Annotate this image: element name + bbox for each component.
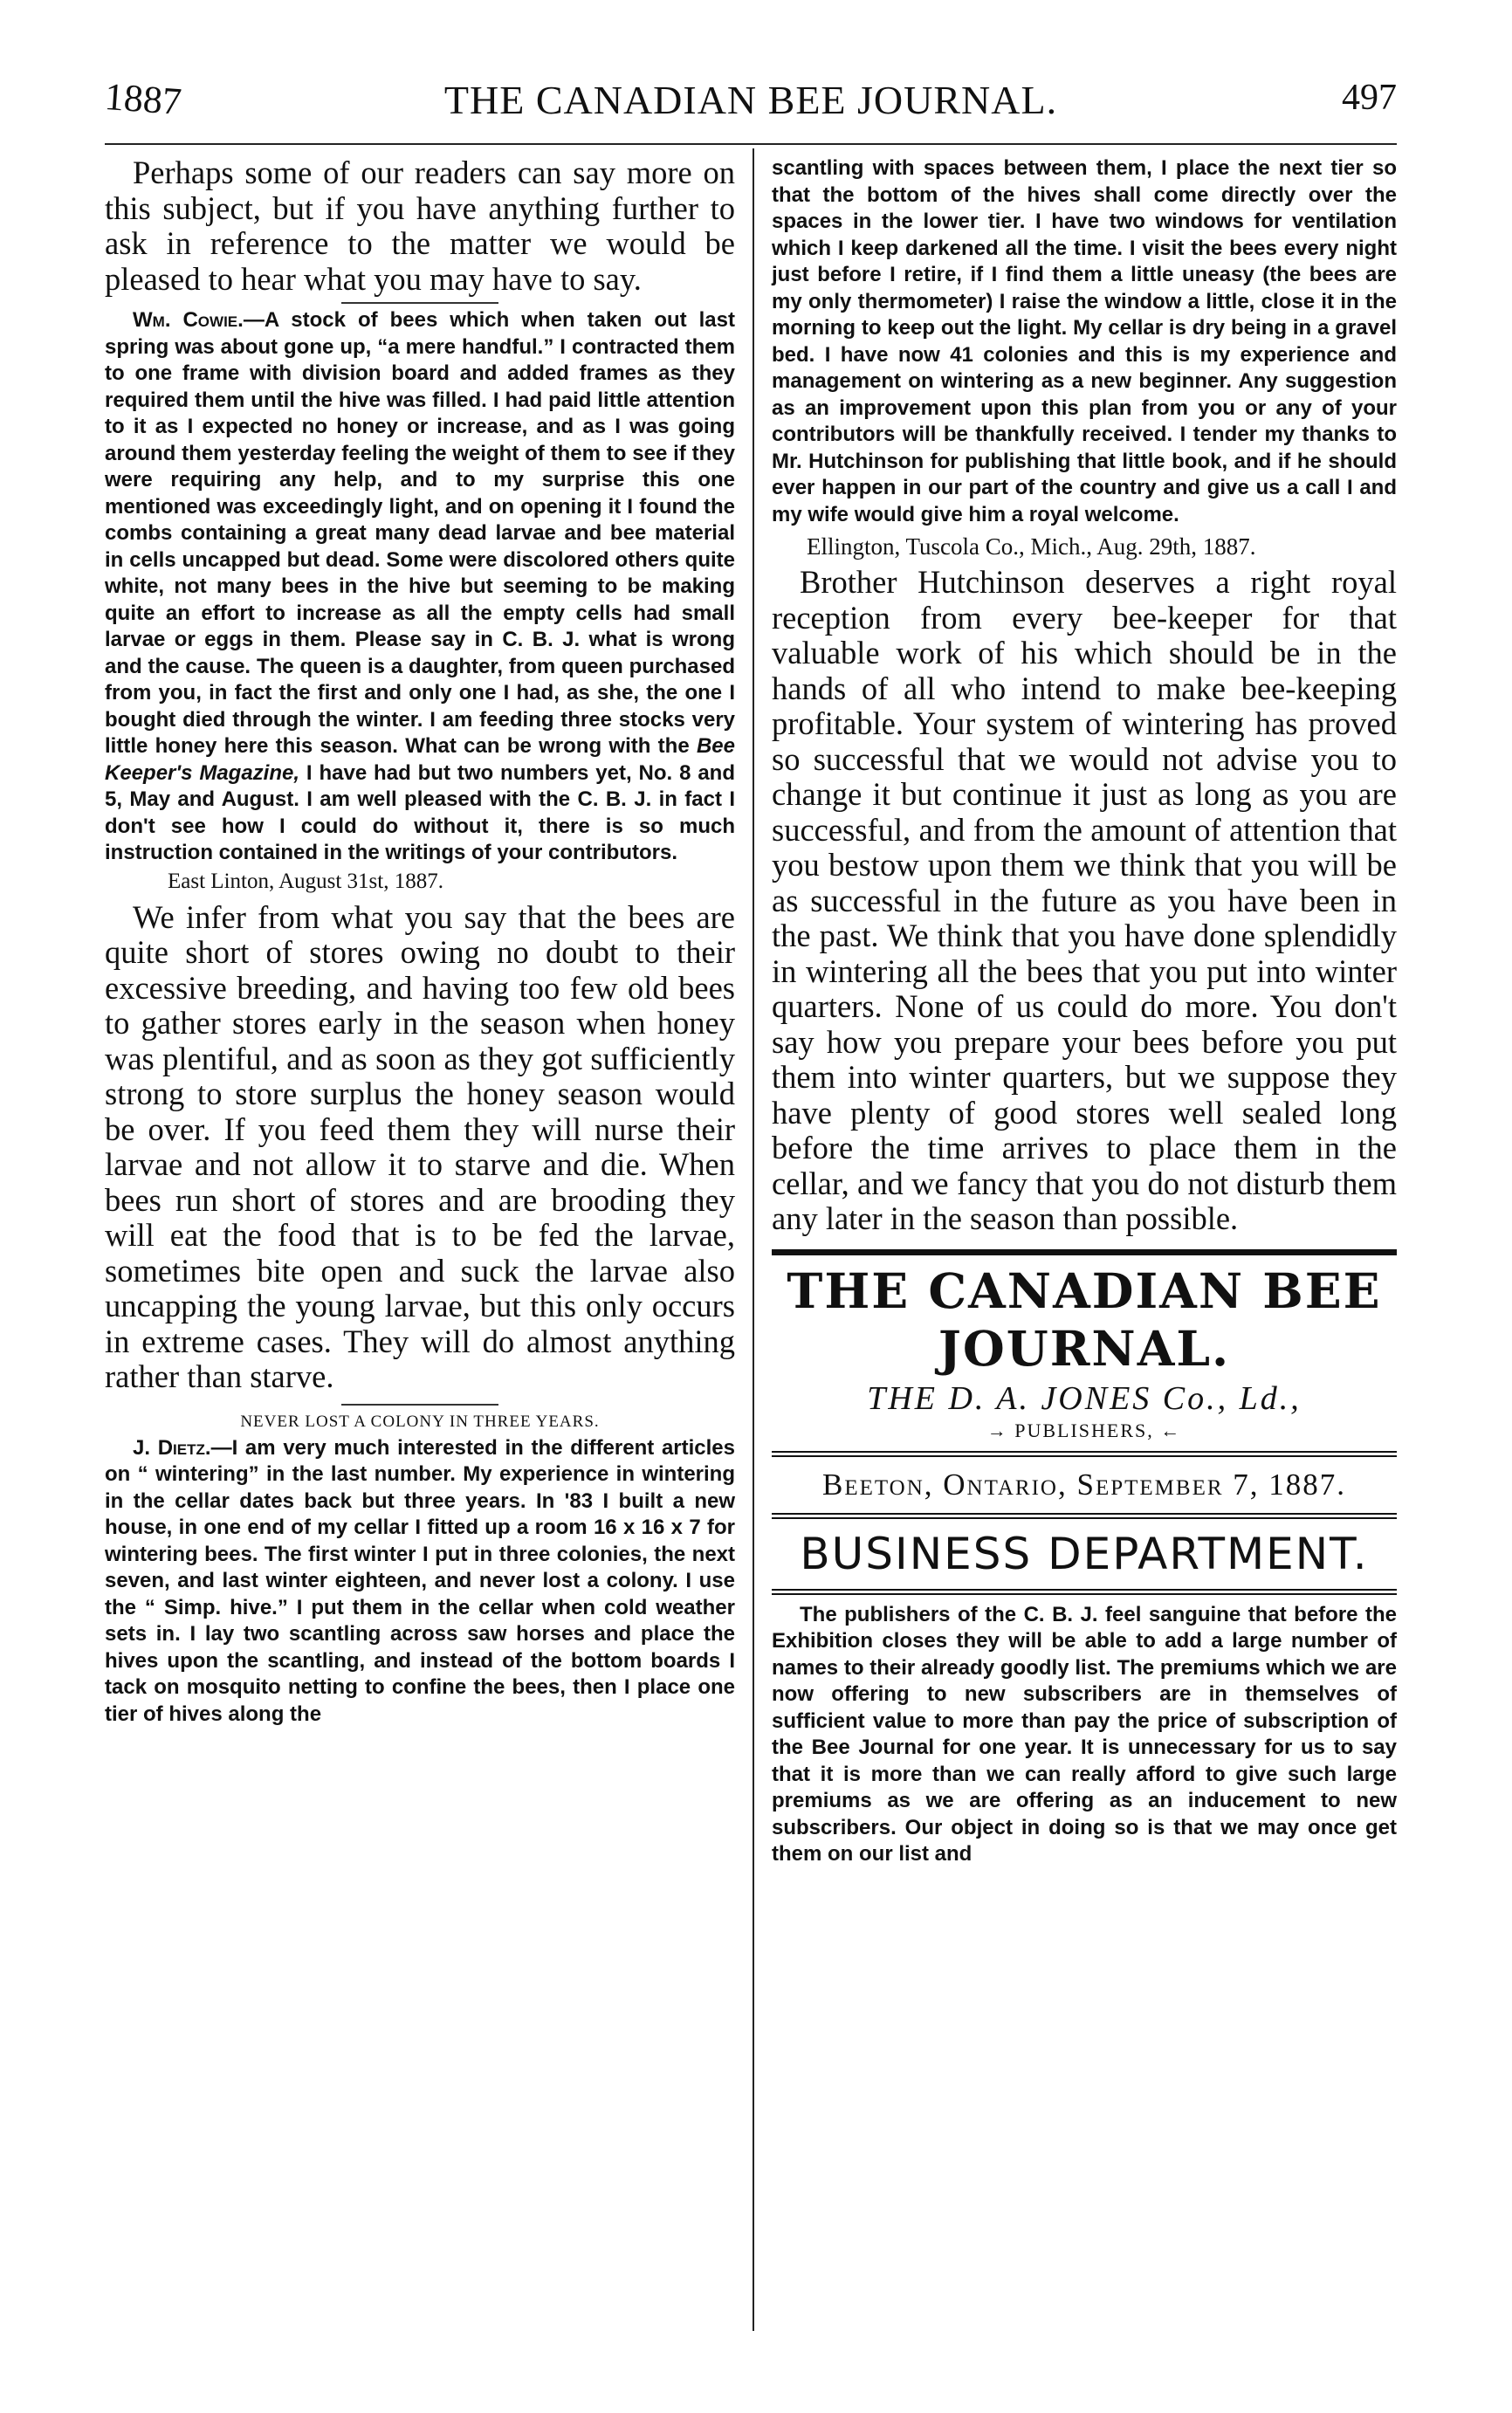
cowie-text-2: I have had but two numbers yet, No. 8 and 5, May and August. I am well pleased with the C. B. J. in fact I don't see how I could do without it, there is so much instruction contained in the writings of your contributors. — [105, 760, 735, 864]
page-number: 497 — [1342, 78, 1397, 118]
column-divider — [753, 148, 754, 2331]
business-text: The publishers of the C. B. J. feel sanguine that before the Exhibition closes they will be able to add a large number of names to their already goodly list. The premiums which we are now offering to new subscribers are in themselves of sufficient value to more than pay the price of subscription of the Bee Journal for one year. It is unnecessary for us to say that it is more than we can really afford to give such large premiums as we are offering as an inducement to new subscribers. Our object in doing so is that we may once get them on our list and — [772, 1602, 1397, 1866]
cowie-magazine: Bee Keeper's Magazine, — [105, 734, 735, 785]
dietz-heading: NEVER LOST A COLONY IN THREE YEARS. — [240, 1412, 600, 1431]
publisher-name: THE D. A. JONES Co., Ld., — [867, 1379, 1302, 1417]
business-department-title: BUSINESS DEPARTMENT. — [800, 1528, 1369, 1579]
publishers-label: → PUBLISHERS, ← — [986, 1419, 1182, 1441]
cowie-letter — [105, 307, 735, 867]
page-header — [103, 74, 1397, 129]
left-column — [105, 155, 735, 1728]
cowie-name: Wm. Cowie. — [133, 308, 244, 332]
dateline-rule-top — [772, 1451, 1397, 1457]
dietz-text: —I am very much interested in the different articles on “ wintering” in the last number. My experience in wintering in the cellar dates back but three years. In '83 I built a new house, in one end of my cellar I fitted up a room 16 x 16 x 7 for wintering bees. The first winter I put in three colonies, the next seven, and last winter eighteen, and never lost a colony. I use the “ Simp. hive.” I put them in the cellar when cold weather sets in. I lay two scantling across saw horses and place the hives upon the scantling, and instead of the bottom boards I tack on mosquito netting to confine the bees, then I place one tier of hives along the — [105, 1435, 736, 1726]
cowie-signature: East Linton, August 31st, 1887. — [168, 869, 443, 893]
editorial-reply-cowie: We infer from what you say that the bees are quite short of stores owing no doubt to their excessive breeding, and having too few old bees to gather stores early in the season when honey was plentiful, and as soon as they got sufficiently strong to store surplus the honey season would be over. If you feed them they will nurse their larvae and not allow it to starve and die. When bees run short of stores and are brooding they will eat the food that is to be fed the larvae, sometimes bite open and suck the larvae also uncapping the young larvae, but this only occurs in extreme cases. They will do almost anything rather than starve. — [105, 898, 735, 1394]
editorial-reply-dietz: Brother Hutchinson deserves a right royal reception from every bee-keeper for that valuable work of his which should be in the hands of all who intend to make bee-keeping profitable. Your system of wintering has proved so successful that we would not advise you to change it but continue it just as long as you are successful, and from the amount of attention that you bestow upon them we think that you will be as successful in the future as you have been in the past. We think that you have done splendidly in wintering all the bees that you put into winter quarters. None of us could do more. You don't say how you prepare your bees before you put them into winter quarters, but we suppose they have plenty of good stores well sealed long before the time arrives to place them in the cellar, and we fancy that you do not disturb them any later in the season than possible. — [772, 564, 1397, 1236]
dietz-signature: Ellington, Tuscola Co., Mich., Aug. 29th, 1887. — [807, 533, 1256, 560]
editorial-intro: Perhaps some of our readers can say more on this subject, but if you have anything further to ask in reference to the matter we would be pleased to hear what you may have to say. — [105, 155, 735, 297]
journal-title: THE CANADIAN BEE JOURNAL. — [443, 78, 1058, 122]
dietz-letter-cont: scantling with spaces between them, I place the next tier so that the bottom of the hives shall come directly over the spaces in the lower tier. I have two windows for ventilation which I keep darkened all the time. I visit the bees every night just before I retire, if I find them a little uneasy (the bees are my only thermometer) I raise the window a little, close it in the morning to keep out the light. My cellar is dry being in a gravel bed. I have now 41 colonies and this is my experience and management on wintering as a new beginner. Any suggestion as an improvement upon this plan from you or any of your contributors will be thankfully received. I tender my thanks to Mr. Hutchinson for publishing that little book, and if he should ever happen in our part of the country and give us a call I and my wife would give him a royal welcome. — [772, 156, 1397, 526]
section-rule — [341, 302, 498, 304]
masthead-rule-top — [772, 1249, 1397, 1255]
dietz-name: J. Dietz. — [133, 1435, 211, 1460]
header-year: 1887 — [103, 74, 183, 124]
dietz-letter — [105, 1435, 735, 1729]
dept-rule — [772, 1589, 1397, 1595]
cowie-text: —A stock of bees which when taken out last spring was about gone up, “a mere handful.” I contracted them to one frame with division board and added frames as they required them until the hive was filled. I had paid little attention to it as I expected no honey or increase, and as I was going around them yesterday feeling the weight of them to see if they were requiring any help, and to my surprise this one mentioned was exceedingly light, and on opening it I found the combs containing a great many dead larvae and bee material in cells uncapped but dead. Some were discolored others quite white, not many bees in the hive but seeming to be making quite an effort to increase as all the empty cells had small larvae or eggs in them. Please say in C. B. J. what is wrong and the cause. The queen is a daughter, from queen purchased from you, in fact the first and only one I had, as she, the one I bought died through the winter. I am feeding three stocks very little honey here this season. What can be wrong with the — [105, 308, 735, 758]
masthead-title: THE CANADIAN BEE JOURNAL. — [787, 1261, 1382, 1377]
dateline-rule-bottom — [772, 1513, 1397, 1519]
issue-dateline: Beeton, Ontario, September 7, 1887. — [821, 1467, 1347, 1502]
section-rule-2 — [341, 1404, 498, 1406]
right-column — [772, 155, 1397, 1868]
header-rule — [105, 143, 1397, 145]
